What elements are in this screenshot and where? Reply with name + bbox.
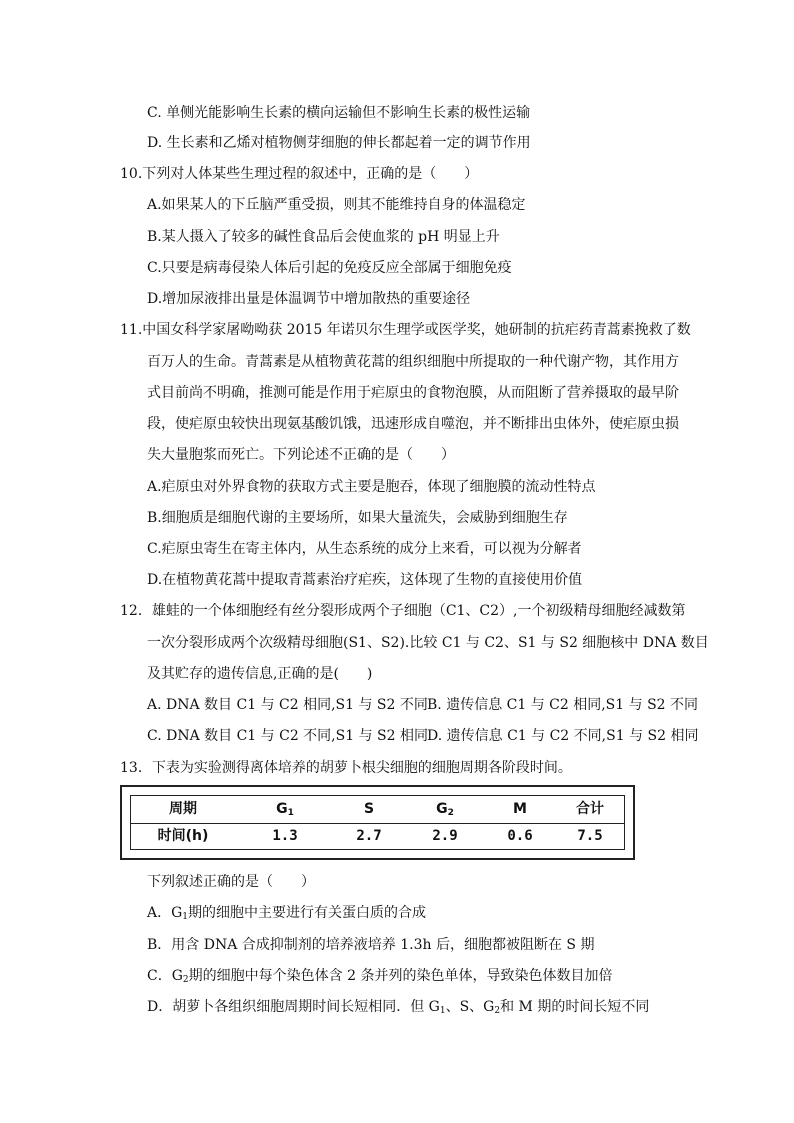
table-header-total: 合计 — [576, 801, 604, 817]
q10-stem: 10.下列对人体某些生理过程的叙述中，正确的是（ ） — [120, 166, 479, 182]
table-cell-m: 0.6 — [507, 828, 533, 844]
table-header-g1: $G_1$ — [276, 801, 294, 818]
q10-option-a: A.如果某人的下丘脑严重受损，则其不能维持自身的体温稳定 — [147, 197, 526, 213]
q12-stem-line-2: 一次分裂形成两个次级精母细胞(S1、S2).比较 C1 与 C2、S1 与 S2 细胞核中 DNA 数目 — [147, 635, 709, 651]
q10-option-d: D.增加尿液排出量是体温调节中增加散热的重要途径 — [147, 291, 471, 307]
table-header-s: S — [363, 801, 375, 817]
table-cell-s: 2.7 — [356, 828, 382, 844]
table-header-label: 周期 — [169, 801, 197, 817]
q13-option-c: C．$G_2$期的细胞中每个染色体含 2 条并列的染色单体，导致染色体数目加倍 — [147, 968, 613, 985]
q10-option-c: C.只要是病毒侵染人体后引起的免疫反应全部属于细胞免疫 — [147, 260, 512, 276]
q11-stem-line-4: 段，使疟原虫较快出现氨基酸饥饿，迅速形成自噬泡，并不断排出虫体外，使疟原虫损 — [147, 416, 679, 432]
cell-cycle-table-inner — [130, 795, 625, 850]
q11-option-c: C.疟原虫寄生在寄主体内，从生态系统的成分上来看，可以视为分解者 — [147, 541, 582, 557]
table-header-row — [131, 796, 624, 824]
table-row — [131, 823, 624, 850]
q9-option-c: C. 单侧光能影响生长素的横向运输但不影响生长素的极性运输 — [147, 105, 531, 121]
table-cell-g1: 1.3 — [272, 828, 298, 844]
q12-option-b: B. 遗传信息 C1 与 C2 相同,S1 与 S2 不同 — [427, 697, 699, 713]
q13-prompt: 下列叙述正确的是（ ） — [147, 874, 315, 890]
q11-option-b: B.细胞质是细胞代谢的主要场所，如果大量流失，会威胁到细胞生存 — [147, 510, 568, 526]
q11-stem-line-3: 式目前尚不明确，推测可能是作用于疟原虫的食物泡膜，从而阻断了营养摄取的最早阶 — [147, 385, 679, 401]
cell-cycle-table — [120, 785, 635, 860]
q13-option-d: D．胡萝卜各组织细胞周期时间长短相同．但 $G_1$、S、$G_2$和 M 期的时间长短不同 — [147, 999, 650, 1016]
q11-stem-line-5: 失大量胞浆而死亡。下列论述不正确的是（ ） — [147, 447, 455, 463]
q9-option-d: D. 生长素和乙烯对植物侧芽细胞的伸长都起着一定的调节作用 — [147, 135, 531, 151]
q10-option-b: B.某人摄入了较多的碱性食品后会使血浆的 pH 明显上升 — [147, 229, 500, 245]
table-cell-total: 7.5 — [577, 828, 603, 844]
q13-option-a: A．$G_1$期的细胞中主要进行有关蛋白质的合成 — [147, 905, 427, 922]
table-row-label: 时间(h) — [157, 828, 209, 844]
table-header-g2: $G_2$ — [436, 801, 454, 818]
q11-stem-line-1: 11.中国女科学家屠呦呦获 2015 年诺贝尔生理学或医学奖，她研制的抗疟药青蒿素挽救了数 — [120, 322, 691, 338]
q13-stem: 13．下表为实验测得离体培养的胡萝卜根尖细胞的细胞周期各阶段时间。 — [120, 760, 572, 776]
q12-option-a: A. DNA 数目 C1 与 C2 相同,S1 与 S2 不同 — [147, 697, 428, 713]
table-header-m: M — [513, 801, 527, 817]
q12-stem-line-3: 及其贮存的遗传信息,正确的是( ) — [147, 666, 373, 682]
q12-option-c: C. DNA 数目 C1 与 C2 不同,S1 与 S2 相同 — [147, 728, 428, 744]
q11-option-d: D.在植物黄花蒿中提取青蒿素治疗疟疾，这体现了生物的直接使用价值 — [147, 572, 583, 588]
table-cell-g2: 2.9 — [432, 828, 458, 844]
q11-stem-line-2: 百万人的生命。青蒿素是从植物黄花蒿的组织细胞中所提取的一种代谢产物，其作用方 — [147, 354, 679, 370]
q13-option-b: B．用含 DNA 合成抑制剂的培养液培养 1.3h 后，细胞都被阻断在 S 期 — [147, 937, 595, 953]
q12-stem-line-1: 12．雄蛙的一个体细胞经有丝分裂形成两个子细胞（C1、C2）,一个初级精母细胞经减数第 — [120, 603, 686, 619]
q12-option-d: D. 遗传信息 C1 与 C2 不同,S1 与 S2 相同 — [427, 728, 699, 744]
q11-option-a: A.疟原虫对外界食物的获取方式主要是胞吞，体现了细胞膜的流动性特点 — [147, 479, 596, 495]
